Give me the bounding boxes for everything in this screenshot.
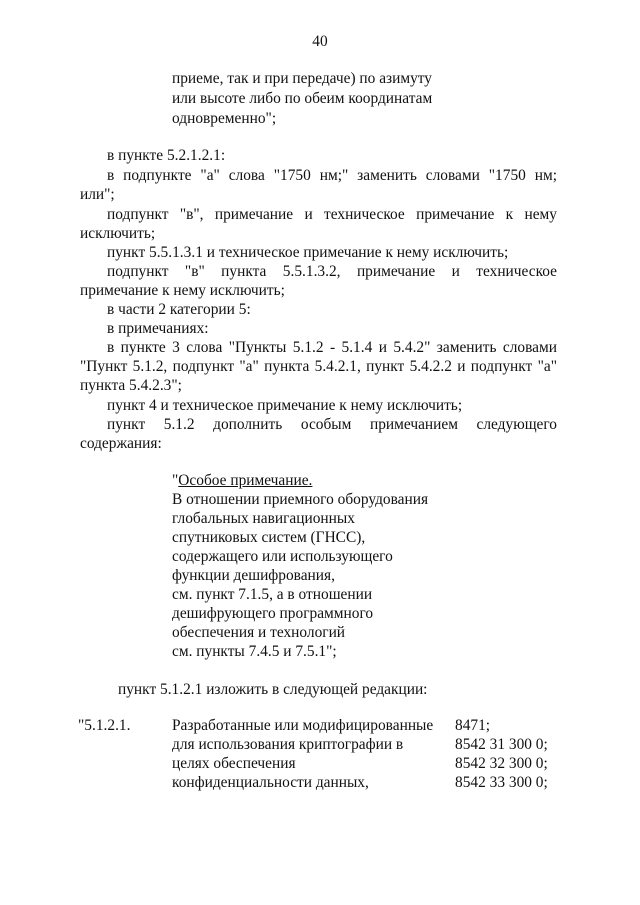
special-note-line: содержащего или использующего bbox=[172, 548, 393, 565]
entry-description-line: Разработанные или модифицированные bbox=[172, 717, 434, 734]
special-note-heading: Особое примечание. bbox=[178, 472, 313, 489]
entry-code: 8471; bbox=[455, 717, 491, 734]
amendment-line: пункт 4 и техническое примечание к нему исключить; bbox=[107, 397, 463, 414]
opening-quote: " bbox=[172, 472, 179, 489]
amendment-line: содержания: bbox=[80, 435, 162, 452]
intro-line: приеме, так и при передаче) по азимуту bbox=[172, 70, 432, 87]
amendment-line: в пункте 3 слова "Пункты 5.1.2 - 5.1.4 и 5.4.2" заменить словами bbox=[107, 339, 557, 356]
amendment-line: в примечаниях: bbox=[107, 320, 209, 337]
intro-line: или высоте либо по обеим координатам bbox=[172, 90, 433, 107]
special-note-heading-line bbox=[172, 472, 312, 490]
entry-code: 8542 32 300 0; bbox=[455, 755, 548, 772]
page-number: 40 bbox=[312, 33, 328, 50]
amendment-line: примечание к нему исключить; bbox=[80, 282, 285, 299]
entry-code: 8542 33 300 0; bbox=[455, 774, 548, 791]
amendment-line: в части 2 категории 5: bbox=[107, 301, 251, 318]
special-note-line: см. пункт 7.1.5, а в отношении bbox=[172, 586, 373, 603]
amendment-line: подпункт "в", примечание и техническое примечание к нему bbox=[107, 206, 557, 223]
special-note-line: В отношении приемного оборудования bbox=[172, 491, 429, 508]
amendment-line: или"; bbox=[80, 186, 115, 203]
amendment-line: пункта 5.4.2.3"; bbox=[80, 377, 182, 394]
entry-description-line: конфиденциальности данных, bbox=[172, 774, 369, 791]
special-note-line: глобальных навигационных bbox=[172, 510, 355, 527]
special-note-line: спутниковых систем (ГНСС), bbox=[172, 529, 366, 546]
amendment-line: в пункте 5.2.1.2.1: bbox=[107, 147, 226, 164]
special-note-line: дешифрующего программного bbox=[172, 605, 374, 622]
entry-description-line: для использования криптографии в bbox=[172, 736, 404, 753]
amendment-line: подпункт "в" пункта 5.5.1.3.2, примечание и техническое bbox=[107, 263, 557, 280]
amendment-line: "Пункт 5.1.2, подпункт "а" пункта 5.4.2.1, пункт 5.4.2.2 и подпункт "а" bbox=[80, 358, 557, 375]
amendment-line: пункт 5.1.2 дополнить особым примечанием следующего bbox=[107, 416, 557, 433]
entry-description-line: целях обеспечения bbox=[172, 755, 296, 772]
special-note-line: см. пункты 7.4.5 и 7.5.1"; bbox=[172, 643, 337, 660]
amendment-line: пункт 5.5.1.3.1 и техническое примечание к нему исключить; bbox=[107, 244, 509, 261]
special-note-line: обеспечения и технологий bbox=[172, 624, 346, 641]
special-note-line: функции дешифрования, bbox=[172, 567, 335, 584]
entry-number: "5.1.2.1. bbox=[78, 717, 131, 734]
instruction-line: пункт 5.1.2.1 изложить в следующей редакции: bbox=[118, 681, 428, 698]
intro-line: одновременно"; bbox=[172, 110, 277, 127]
amendment-line: в подпункте "а" слова "1750 нм;" заменить словами "1750 нм; bbox=[107, 167, 557, 184]
entry-code: 8542 31 300 0; bbox=[455, 736, 548, 753]
amendment-line: исключить; bbox=[80, 225, 156, 242]
